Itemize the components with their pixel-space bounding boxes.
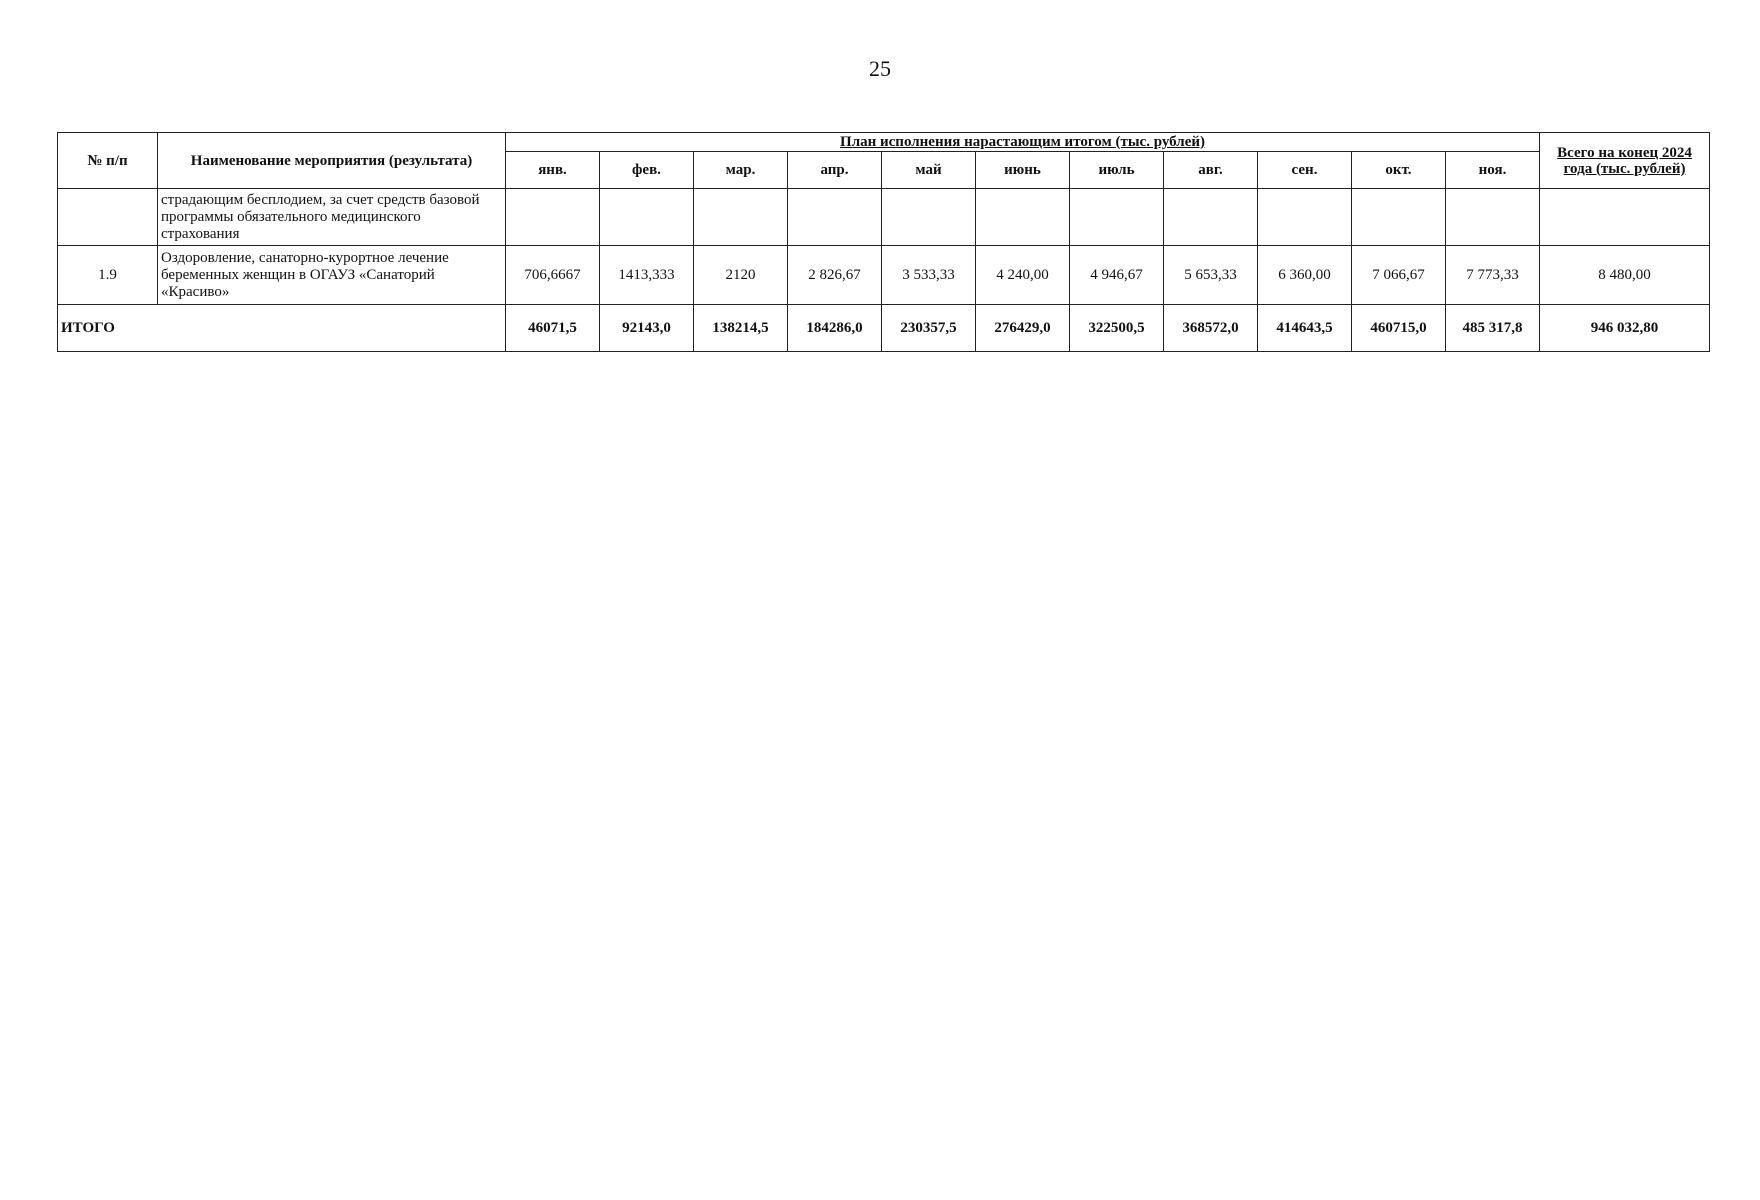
table-row [58, 246, 1710, 305]
total-row [58, 305, 1710, 352]
header-month: апр. [788, 152, 882, 189]
header-month: авг. [1164, 152, 1258, 189]
row-value [976, 189, 1070, 246]
total-grand: 946 032,80 [1540, 305, 1710, 352]
row-value: 2120 [694, 246, 788, 305]
row-value [506, 189, 600, 246]
total-value: 322500,5 [1070, 305, 1164, 352]
page-number: 25 [869, 56, 891, 81]
total-value: 184286,0 [788, 305, 882, 352]
row-value [1164, 189, 1258, 246]
row-value: 4 946,67 [1070, 246, 1164, 305]
row-value [1258, 189, 1352, 246]
total-value: 92143,0 [600, 305, 694, 352]
row-value [882, 189, 976, 246]
header-month: июль [1070, 152, 1164, 189]
header-month: фев. [600, 152, 694, 189]
total-value: 230357,5 [882, 305, 976, 352]
row-value: 1413,333 [600, 246, 694, 305]
row-value: 7 066,67 [1352, 246, 1446, 305]
header-month: сен. [1258, 152, 1352, 189]
total-value: 368572,0 [1164, 305, 1258, 352]
row-value: 7 773,33 [1446, 246, 1540, 305]
total-label: ИТОГО [58, 305, 506, 352]
row-total: 8 480,00 [1540, 246, 1710, 305]
total-value: 460715,0 [1352, 305, 1446, 352]
total-value: 138214,5 [694, 305, 788, 352]
row-total [1540, 189, 1710, 246]
row-value: 5 653,33 [1164, 246, 1258, 305]
header-month: июнь [976, 152, 1070, 189]
header-month: май [882, 152, 976, 189]
total-value: 46071,5 [506, 305, 600, 352]
row-value [600, 189, 694, 246]
total-value: 485 317,8 [1446, 305, 1540, 352]
row-num [58, 189, 158, 246]
row-value: 2 826,67 [788, 246, 882, 305]
row-value [1352, 189, 1446, 246]
row-name: страдающим бесплодием, за счет средств базовой программы обязательного медицинского страхования [158, 189, 506, 246]
header-total: Всего на конец 2024 года (тыс. рублей) [1540, 133, 1710, 189]
row-name: Оздоровление, санаторно-курортное лечение беременных женщин в ОГАУЗ «Санаторий «Красиво» [158, 246, 506, 305]
row-value: 3 533,33 [882, 246, 976, 305]
header-month: окт. [1352, 152, 1446, 189]
header-month: ноя. [1446, 152, 1540, 189]
plan-table [57, 132, 1710, 352]
header-month: янв. [506, 152, 600, 189]
table-row [58, 189, 1710, 246]
row-value: 4 240,00 [976, 246, 1070, 305]
row-value [1070, 189, 1164, 246]
row-value: 706,6667 [506, 246, 600, 305]
total-value: 414643,5 [1258, 305, 1352, 352]
row-value [694, 189, 788, 246]
header-row-top [58, 133, 1710, 152]
row-value [1446, 189, 1540, 246]
header-plan-title: План исполнения нарастающим итогом (тыс. рублей) [506, 133, 1540, 152]
row-num: 1.9 [58, 246, 158, 305]
row-value: 6 360,00 [1258, 246, 1352, 305]
header-num: № п/п [58, 133, 158, 189]
header-month: мар. [694, 152, 788, 189]
header-name: Наименование мероприятия (результата) [158, 133, 506, 189]
row-value [788, 189, 882, 246]
total-value: 276429,0 [976, 305, 1070, 352]
